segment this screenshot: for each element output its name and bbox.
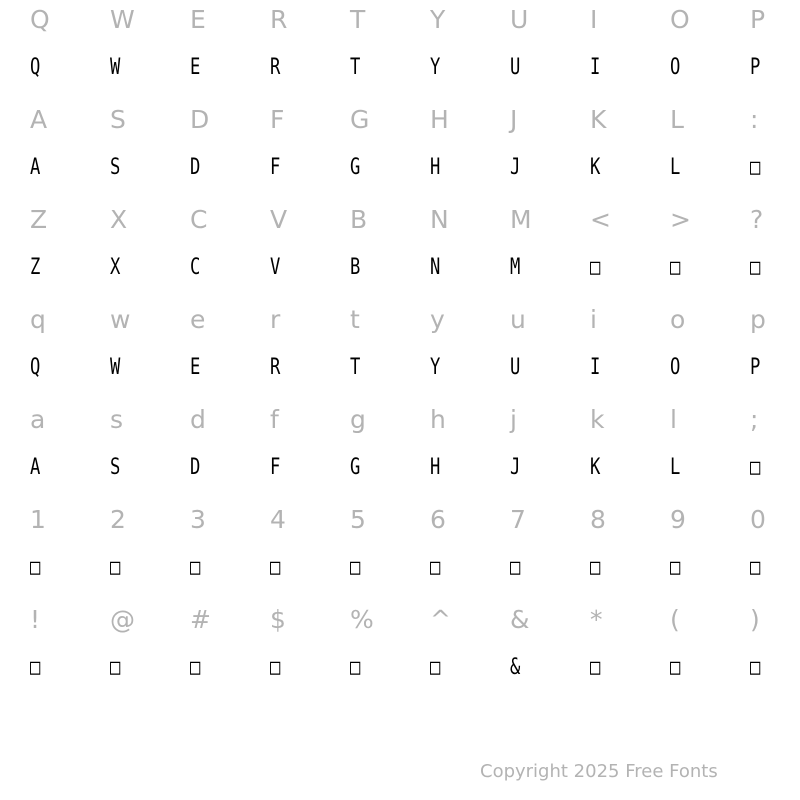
font-glyph: □ xyxy=(350,555,361,580)
char-cell xyxy=(110,500,190,600)
font-glyph: S xyxy=(110,155,121,180)
reference-char: P xyxy=(750,5,766,34)
char-row-2 xyxy=(0,100,800,200)
font-glyph: Q xyxy=(30,55,41,80)
char-cell xyxy=(190,100,270,200)
char-cell xyxy=(270,0,350,100)
char-cell xyxy=(750,200,800,300)
font-glyph: □ xyxy=(30,655,41,680)
reference-char: e xyxy=(190,305,206,334)
font-glyph: E xyxy=(190,55,201,80)
reference-char: 8 xyxy=(590,505,606,534)
reference-char: I xyxy=(590,5,598,34)
char-cell xyxy=(590,400,670,500)
char-cell xyxy=(30,0,110,100)
reference-char: Q xyxy=(30,5,50,34)
reference-char: S xyxy=(110,105,126,134)
reference-char: Z xyxy=(30,205,48,234)
font-glyph: N xyxy=(430,255,441,280)
char-cell xyxy=(670,0,750,100)
char-cell xyxy=(110,100,190,200)
char-cell xyxy=(510,200,590,300)
char-row-3 xyxy=(0,200,800,300)
reference-char: J xyxy=(510,105,518,134)
font-glyph: □ xyxy=(670,555,681,580)
reference-char: G xyxy=(350,105,370,134)
char-cell xyxy=(30,200,110,300)
font-glyph: □ xyxy=(750,455,761,480)
reference-char: 7 xyxy=(510,505,526,534)
font-glyph: W xyxy=(110,355,121,380)
char-cell xyxy=(670,500,750,600)
char-cell xyxy=(270,400,350,500)
reference-char: l xyxy=(670,405,677,434)
char-cell xyxy=(670,200,750,300)
font-glyph: F xyxy=(270,455,281,480)
reference-char: > xyxy=(670,205,691,234)
char-cell xyxy=(670,400,750,500)
char-cell xyxy=(510,300,590,400)
reference-char: A xyxy=(30,105,48,134)
char-cell xyxy=(590,100,670,200)
reference-char: 3 xyxy=(190,505,206,534)
font-glyph: R xyxy=(270,55,281,80)
reference-char: V xyxy=(270,205,288,234)
reference-char: K xyxy=(590,105,607,134)
char-cell xyxy=(670,300,750,400)
font-glyph: & xyxy=(510,655,521,680)
char-cell xyxy=(430,100,510,200)
reference-char: ( xyxy=(670,605,680,634)
char-cell xyxy=(430,200,510,300)
font-glyph: D xyxy=(190,455,201,480)
reference-char: R xyxy=(270,5,288,34)
char-cell xyxy=(110,600,190,700)
reference-char: s xyxy=(110,405,124,434)
reference-char: C xyxy=(190,205,208,234)
font-glyph: □ xyxy=(110,655,121,680)
font-glyph: P xyxy=(750,55,761,80)
font-glyph: W xyxy=(110,55,121,80)
reference-char: M xyxy=(510,205,532,234)
reference-char: E xyxy=(190,5,206,34)
font-glyph: □ xyxy=(190,655,201,680)
char-cell xyxy=(350,0,430,100)
reference-char: F xyxy=(270,105,285,134)
font-glyph: K xyxy=(590,455,601,480)
char-cell xyxy=(110,300,190,400)
char-cell xyxy=(510,500,590,600)
char-row-1 xyxy=(0,0,800,100)
font-glyph: □ xyxy=(270,655,281,680)
reference-char: w xyxy=(110,305,131,334)
reference-char: % xyxy=(350,605,374,634)
char-cell xyxy=(430,400,510,500)
char-cell xyxy=(270,100,350,200)
reference-char: < xyxy=(590,205,611,234)
font-glyph: Q xyxy=(30,355,41,380)
reference-char: D xyxy=(190,105,210,134)
char-row-4 xyxy=(0,300,800,400)
font-glyph: K xyxy=(590,155,601,180)
font-glyph: G xyxy=(350,155,361,180)
font-glyph: X xyxy=(110,255,121,280)
char-cell xyxy=(670,100,750,200)
char-cell xyxy=(30,500,110,600)
font-glyph: M xyxy=(510,255,521,280)
font-glyph: O xyxy=(670,55,681,80)
reference-char: ! xyxy=(30,605,41,634)
font-glyph: □ xyxy=(750,155,761,180)
char-cell xyxy=(190,600,270,700)
font-glyph: U xyxy=(510,55,521,80)
char-cell xyxy=(750,400,800,500)
char-cell xyxy=(590,200,670,300)
font-glyph: □ xyxy=(430,655,441,680)
char-cell xyxy=(510,0,590,100)
reference-char: N xyxy=(430,205,449,234)
char-row-7 xyxy=(0,600,800,700)
char-cell xyxy=(190,300,270,400)
char-cell xyxy=(350,600,430,700)
char-cell xyxy=(190,400,270,500)
font-glyph: □ xyxy=(110,555,121,580)
reference-char: y xyxy=(430,305,445,334)
font-glyph: Z xyxy=(30,255,41,280)
reference-char: q xyxy=(30,305,46,334)
reference-char: g xyxy=(350,405,366,434)
char-cell xyxy=(670,600,750,700)
char-row-6 xyxy=(0,500,800,600)
char-cell xyxy=(590,600,670,700)
reference-char: X xyxy=(110,205,128,234)
reference-char: r xyxy=(270,305,281,334)
font-glyph: H xyxy=(430,155,441,180)
font-glyph: T xyxy=(350,55,361,80)
char-cell xyxy=(270,500,350,600)
font-glyph: I xyxy=(590,55,601,80)
reference-char: ^ xyxy=(430,605,451,634)
reference-char: k xyxy=(590,405,605,434)
reference-char: 1 xyxy=(30,505,46,534)
reference-char: a xyxy=(30,405,46,434)
char-cell xyxy=(430,0,510,100)
char-cell xyxy=(750,100,800,200)
char-cell xyxy=(270,600,350,700)
reference-char: 4 xyxy=(270,505,286,534)
font-glyph: □ xyxy=(750,555,761,580)
char-cell xyxy=(110,200,190,300)
char-cell xyxy=(30,100,110,200)
reference-char: U xyxy=(510,5,529,34)
font-glyph: E xyxy=(190,355,201,380)
reference-char: 9 xyxy=(670,505,686,534)
reference-char: T xyxy=(350,5,366,34)
char-cell xyxy=(510,400,590,500)
char-cell xyxy=(350,500,430,600)
char-cell xyxy=(350,200,430,300)
char-cell xyxy=(190,500,270,600)
char-cell xyxy=(750,0,800,100)
reference-char: # xyxy=(190,605,211,634)
font-glyph: S xyxy=(110,455,121,480)
reference-char: 0 xyxy=(750,505,766,534)
char-cell xyxy=(350,300,430,400)
font-glyph: □ xyxy=(510,555,521,580)
char-cell xyxy=(30,600,110,700)
font-glyph: L xyxy=(670,155,681,180)
reference-char: f xyxy=(270,405,279,434)
char-cell xyxy=(110,0,190,100)
font-glyph: U xyxy=(510,355,521,380)
char-cell xyxy=(110,400,190,500)
reference-char: & xyxy=(510,605,530,634)
font-glyph: I xyxy=(590,355,601,380)
font-glyph: □ xyxy=(590,255,601,280)
font-glyph: O xyxy=(670,355,681,380)
font-glyph: D xyxy=(190,155,201,180)
font-glyph: T xyxy=(350,355,361,380)
reference-char: t xyxy=(350,305,360,334)
char-cell xyxy=(270,300,350,400)
font-glyph: □ xyxy=(270,555,281,580)
reference-char: $ xyxy=(270,605,286,634)
font-glyph: □ xyxy=(190,555,201,580)
char-cell xyxy=(430,500,510,600)
font-glyph: C xyxy=(190,255,201,280)
reference-char: i xyxy=(590,305,597,334)
font-glyph: J xyxy=(510,155,521,180)
reference-char: * xyxy=(590,605,603,634)
reference-char: u xyxy=(510,305,526,334)
char-cell xyxy=(270,200,350,300)
font-glyph: Y xyxy=(430,355,441,380)
font-glyph: V xyxy=(270,255,281,280)
font-glyph: A xyxy=(30,455,41,480)
reference-char: L xyxy=(670,105,684,134)
font-glyph: □ xyxy=(430,555,441,580)
reference-char: ? xyxy=(750,205,764,234)
char-cell xyxy=(190,0,270,100)
reference-char: @ xyxy=(110,605,135,634)
char-cell xyxy=(590,0,670,100)
font-glyph: □ xyxy=(670,255,681,280)
reference-char: d xyxy=(190,405,206,434)
font-glyph: □ xyxy=(350,655,361,680)
char-cell xyxy=(590,300,670,400)
reference-char: ; xyxy=(750,405,759,434)
char-cell xyxy=(430,300,510,400)
char-cell xyxy=(30,300,110,400)
char-cell xyxy=(510,100,590,200)
font-glyph: G xyxy=(350,455,361,480)
reference-char: : xyxy=(750,105,759,134)
font-glyph: B xyxy=(350,255,361,280)
font-glyph: P xyxy=(750,355,761,380)
char-cell xyxy=(590,500,670,600)
font-glyph: F xyxy=(270,155,281,180)
char-cell xyxy=(350,400,430,500)
char-cell xyxy=(750,500,800,600)
char-cell xyxy=(190,200,270,300)
reference-char: ) xyxy=(750,605,760,634)
char-cell xyxy=(430,600,510,700)
font-glyph: L xyxy=(670,455,681,480)
font-glyph: □ xyxy=(590,655,601,680)
font-glyph: Y xyxy=(430,55,441,80)
char-cell xyxy=(510,600,590,700)
reference-char: 6 xyxy=(430,505,446,534)
char-cell xyxy=(30,400,110,500)
reference-char: 2 xyxy=(110,505,126,534)
font-glyph: □ xyxy=(670,655,681,680)
reference-char: H xyxy=(430,105,449,134)
reference-char: o xyxy=(670,305,686,334)
font-glyph: R xyxy=(270,355,281,380)
font-glyph: □ xyxy=(750,655,761,680)
font-glyph: H xyxy=(430,455,441,480)
reference-char: B xyxy=(350,205,368,234)
char-row-5 xyxy=(0,400,800,500)
font-glyph: □ xyxy=(590,555,601,580)
char-cell xyxy=(750,600,800,700)
char-cell xyxy=(350,100,430,200)
reference-char: O xyxy=(670,5,690,34)
reference-char: 5 xyxy=(350,505,366,534)
font-glyph: □ xyxy=(750,255,761,280)
reference-char: Y xyxy=(430,5,446,34)
reference-char: W xyxy=(110,5,135,34)
char-cell xyxy=(750,300,800,400)
font-glyph: J xyxy=(510,455,521,480)
font-glyph: A xyxy=(30,155,41,180)
copyright-text: Copyright 2025 Free Fonts xyxy=(480,761,718,782)
reference-char: p xyxy=(750,305,766,334)
reference-char: h xyxy=(430,405,446,434)
reference-char: j xyxy=(510,405,517,434)
font-glyph: □ xyxy=(30,555,41,580)
